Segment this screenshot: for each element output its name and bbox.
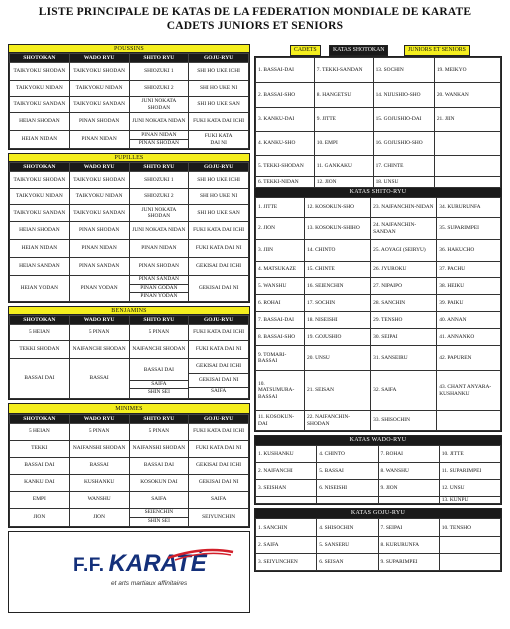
cell: PINAN SHODAN [129,258,189,276]
cell: 5. SANSERU [317,537,378,554]
table-row [10,358,249,398]
cell: TEKKI [10,440,70,457]
cell: 12. UNSU [439,480,500,497]
cell: 9. TOMARI-BASSAI [256,346,305,371]
cell: BASSAI DAI [129,457,189,474]
table-row [256,198,501,218]
cell: 9. SUPARIMPEI [378,554,439,571]
cell: 9. JION [378,480,439,497]
cell-line: SEIENCHIN [144,509,174,515]
col-header: SHOTOKAN [10,163,70,172]
cell: TAIKYOKU NIDAN [69,189,129,205]
cell: 17. CHINTE [373,156,434,177]
col-header: SHITO RYU [129,54,189,63]
table-row [256,177,501,188]
cell: 3. KANKU-DAI [256,108,315,132]
table-row [256,411,501,431]
cell [439,554,500,571]
kata-table [9,53,249,149]
cell [129,131,189,149]
cell-line: SHIN SEI [130,388,189,397]
section-title: PUPILLES [9,154,249,162]
cell: FUKI KATA DAI NI [189,440,249,457]
section-pupilles [8,153,250,303]
col-header: SHITO RYU [129,315,189,324]
table-row [256,329,501,346]
cell: HEIAN YODAN [10,276,70,302]
section-poussins [8,44,250,150]
cell: 5. TEKKI-SHODAN [256,156,315,177]
table-row [10,81,249,97]
cell: 19. GOJUSHIO [305,329,371,346]
kata-table [9,315,249,399]
cell: JUNI NOKATA SHODAN [129,205,189,222]
table-row [256,519,501,537]
cell: HEIAN SHODAN [10,222,70,240]
table-row [10,113,249,131]
table-row [10,131,249,149]
cell: 10. MATSUMURA-BASSAI [256,371,305,411]
logo-ff: F.F. [73,554,105,576]
col-header: WADO RYU [69,414,129,423]
cell: SAIFA [129,491,189,508]
cell: GEKISAI DAI NI [189,474,249,491]
col-header: SHOTOKAN [10,315,70,324]
col-header: WADO RYU [69,54,129,63]
cell: 14. NIJUSHIO-SHO [373,83,434,108]
cell: SHIOZUKI 2 [129,81,189,97]
cell: 7. ROHAI [378,446,439,463]
cell: BASSAI [69,457,129,474]
cell: 5 PINAN [69,324,129,340]
cell: 3. SEISHAN [256,480,317,497]
col-header: SHOTOKAN [10,54,70,63]
cell [317,497,378,504]
cell: TAIKYOKU SANDAN [10,97,70,113]
cell-line: PINAN YODAN [130,292,189,301]
section-minimes [8,403,250,528]
cell: 4. CHINTO [317,446,378,463]
cell: 2. NAIFANCHI [256,463,317,480]
cell: 16. SEIENCHIN [305,278,371,295]
cell: 43. CHANT ANYARA-KUSHANKU [437,371,501,411]
logo-subtitle: et arts martiaux affinitaires [111,579,188,587]
cell: JION [10,508,70,526]
cell: PINAN YODAN [69,276,129,302]
cell: NAIFANSHI SHODAN [69,440,129,457]
cell-line: FUKI KATA [204,133,233,140]
cell: BASSAI DAI [10,358,70,398]
table-row [10,240,249,258]
cell: 15. GOJUSHIO-DAI [373,108,434,132]
table-row [256,480,501,497]
badge-juniors-seniors: JUNIORS ET SENIORS [404,45,470,56]
table-row [10,474,249,491]
cell: 7. BASSAI-DAI [256,312,305,329]
cell [434,132,500,156]
section-benjamins [8,306,250,400]
cell-line: PINAN SANDAN [138,276,180,282]
cell: 38. HEIKU [437,278,501,295]
cell: 33. SHISOCHIN [371,411,437,431]
cell: HEIAN SHODAN [10,113,70,131]
table-row [256,371,501,411]
cell: FUKI KATA DAI NI [189,340,249,358]
cell: TEKKI SHODAN [10,340,70,358]
cell: 32. SAIFA [371,371,437,411]
cell: PINAN SHODAN [69,113,129,131]
cell: 12. JION [314,177,373,188]
cell: 37. PACHU [437,262,501,278]
col-header: WADO RYU [69,163,129,172]
cell: 8. BASSAI-SHO [256,329,305,346]
cell: 1. JITTE [256,198,305,218]
cell: SHI HO UKE NI [189,81,249,97]
cell [129,508,189,526]
goju-block [254,508,502,572]
cell [256,497,317,504]
cell: 21. JIIN [434,108,500,132]
table-row [10,258,249,276]
badge-cadets: CADETS [290,45,321,56]
cell: 39. PAIKU [437,295,501,312]
cell: 5 PINAN [69,423,129,440]
table-row [10,340,249,358]
cell: 10. TENSHO [439,519,500,537]
left-column [8,44,250,613]
cell: SHI HO UKE NI [189,189,249,205]
cell: 27. NIPAIPO [371,278,437,295]
ffk-logo [73,549,207,587]
cell-line: PINAN SHODAN [130,139,189,148]
cell [437,411,501,431]
cell: 2. SAIFA [256,537,317,554]
cell: SHIOZUKI 1 [129,172,189,189]
cell: 15. CHINTE [305,262,371,278]
cell: NAIFANCHI SHODAN [129,340,189,358]
cell: TAIKYOKU SHODAN [10,63,70,81]
cell: SHI HO UKE SAN [189,97,249,113]
cell: 3. JIIN [256,240,305,262]
cell: KANKU DAI [10,474,70,491]
cell: 20. WANKAN [434,83,500,108]
cell: 1. SANCHIN [256,519,317,537]
table-row [256,58,501,83]
section-title: POUSSINS [9,45,249,53]
cell: JUNI NOKATA NIDAN [129,113,189,131]
cell: TAIKYOKU NIDAN [69,81,129,97]
col-header: WADO RYU [69,315,129,324]
wado-title: KATAS WADO-RYU [255,436,501,445]
kata-table [9,162,249,302]
cell: 36. HAKUCHO [437,240,501,262]
col-header: GOJU-RYU [189,315,249,324]
cell: JUNI NOKATA SHODAN [129,97,189,113]
badge-katas-shotokan: KATAS SHOTOKAN [329,45,388,56]
table-row [10,97,249,113]
cell-line: SHIN SEI [130,517,189,526]
cell: KUSHANKU [69,474,129,491]
cell: TAIKYOKU SHODAN [10,172,70,189]
kata-table [255,197,501,431]
table-row [10,508,249,526]
right-column [254,44,502,572]
section-title: BENJAMINS [9,307,249,315]
table-row [10,491,249,508]
table-row [10,276,249,302]
cell: 34. KURURUNFA [437,198,501,218]
kata-table [255,518,501,571]
cell: 14. CHINTO [305,240,371,262]
cell: 41. ANNANKO [437,329,501,346]
table-row [10,189,249,205]
cell: 4. SHISOCHIN [317,519,378,537]
cell: 11. KOSOKUN-DAI [256,411,305,431]
table-row [256,156,501,177]
col-header: GOJU-RYU [189,54,249,63]
cell: FUKI KATA DAI ICHI [189,222,249,240]
cell-line: SAIFA [189,387,248,396]
table-row [256,218,501,240]
cell: GEKISAI DAI ICHI [189,258,249,276]
cell: NAIFANSHI SHODAN [129,440,189,457]
cell: 16. GOJUSHIO-SHO [373,132,434,156]
cell: FUKI KATA DAI ICHI [189,113,249,131]
cell: 6. TEKKI-NIDAN [256,177,315,188]
cell: PINAN SHODAN [69,222,129,240]
cell: EMPI [10,491,70,508]
table-row [256,83,501,108]
table-row [256,463,501,480]
cell: 1. BASSAI-DAI [256,58,315,83]
cell: 17. SOCHIN [305,295,371,312]
cell [129,276,189,302]
cell [189,358,249,398]
cell: 5 PINAN [129,324,189,340]
cell: 42. PAPUREN [437,346,501,371]
cell: 29. TENSHO [371,312,437,329]
shito-title: KATAS SHITO-RYU [255,188,501,197]
logo-box [8,531,250,613]
cell: 13. SOCHIN [373,58,434,83]
cell: HEIAN NIDAN [10,240,70,258]
cell: 4. MATSUKAZE [256,262,305,278]
cell: WANSHU [69,491,129,508]
cell [434,156,500,177]
cell: TAIKYOKU NIDAN [10,189,70,205]
cell: 40. ANNAN [437,312,501,329]
cell: 8. KURURUNFA [378,537,439,554]
table-row [256,537,501,554]
cell: 23. NAIFANCHIN-NIDAN [371,198,437,218]
cell: 2. JION [256,218,305,240]
table-row [10,423,249,440]
cell: JION [69,508,129,526]
cell-line: GEKISAI DAI ICHI [196,363,242,370]
cell: 9. JITTE [314,108,373,132]
table-row [256,446,501,463]
cell: TAIKYOKU SANDAN [69,205,129,222]
cell: SEIYUNCHIN [189,508,249,526]
cell: 26. JYUROKU [371,262,437,278]
cell-line: BASSAI DAI [143,366,174,373]
cell: 6. ROHAI [256,295,305,312]
table-row [256,312,501,329]
cell: 18. UNSU [373,177,434,188]
wado-block [254,435,502,505]
cell: TAIKYOKU SANDAN [10,205,70,222]
table-row [10,324,249,340]
cell: HEIAN SANDAN [10,258,70,276]
cell: BASSAI [69,358,129,398]
table-row [256,346,501,371]
kata-table [255,57,501,188]
table-row [256,240,501,262]
goju-title: KATAS GOJU-RYU [255,509,501,518]
cell: 3. SEIYUNCHEN [256,554,317,571]
cell-line: PINAN NIDAN [141,131,177,138]
table-row [256,554,501,571]
cell: 13. KUNPU [439,497,500,504]
cell: KOSOKUN DAI [129,474,189,491]
cell: 19. MEIKYO [434,58,500,83]
cell: 7. SEIPAI [378,519,439,537]
cell: GEKISAI DAI ICHI [189,457,249,474]
cell: BASSAI DAI [10,457,70,474]
cell: SAIFA [189,491,249,508]
cell: TAIKYOKU SHODAN [69,172,129,189]
cell: GEKISAI DAI NI [189,276,249,302]
cell: 22. NAIFANCHIN-SHODAN [305,411,371,431]
kata-table [255,445,501,504]
cell: 11. GANKAKU [314,156,373,177]
section-title: MINIMES [9,404,249,414]
cell: 5 PINAN [129,423,189,440]
table-row [10,222,249,240]
cell: PINAN NIDAN [129,240,189,258]
kata-table [9,414,249,527]
table-row [256,278,501,295]
col-header: GOJU-RYU [189,163,249,172]
table-row [10,63,249,81]
cell: 11. SUPARIMPEI [439,463,500,480]
cell: 5. WANSHU [256,278,305,295]
cell: TAIKYOKU SHODAN [69,63,129,81]
cell: 7. TEKKI-SANDAN [314,58,373,83]
table-row [256,295,501,312]
cell: 5. BASSAI [317,463,378,480]
shotokan-block [254,56,502,432]
cell: 31. SANSEIRU [371,346,437,371]
table-row [256,262,501,278]
logo-karate: KARATÉ [108,549,207,577]
cell: HEIAN NIDAN [10,131,70,149]
cell: TAIKYOKU NIDAN [10,81,70,97]
logo-swoosh-icon [93,544,243,564]
cell: 20. UNSU [305,346,371,371]
cell [378,497,439,504]
cell: 21. SEISAN [305,371,371,411]
cell: SHI HO UKE SAN [189,205,249,222]
table-row [256,497,501,504]
cell: SHIOZUKI 2 [129,189,189,205]
cell: TAIKYOKU SANDAN [69,97,129,113]
cell: 12. KOSOKUN-SHO [305,198,371,218]
title-line-1: LISTE PRINCIPALE DE KATAS DE LA FEDERATION MONDIALE DE KARATE [38,6,472,18]
cell: 28. SANCHIN [371,295,437,312]
cell: 8. WANSHU [378,463,439,480]
cell: 35. SUPARIMPEI [437,218,501,240]
cell: 13. KOSOKUN-SHIHO [305,218,371,240]
cell: SHIOZUKI 1 [129,63,189,81]
cell: 25. AOYAGI (SEIRYU) [371,240,437,262]
cell-line: SAIFA [130,380,189,389]
cell: PINAN SANDAN [69,258,129,276]
col-header: SHITO RYU [129,163,189,172]
cell: PINAN NIDAN [69,240,129,258]
cell: 5 HEIAN [10,423,70,440]
col-header: SHOTOKAN [10,414,70,423]
cell: SHI HO UKE ICHI [189,172,249,189]
cell: SHI HO UKE ICHI [189,63,249,81]
cell: FUKI KATA DAI NI [189,240,249,258]
cell [439,537,500,554]
cell [189,131,249,149]
cell: 18. NISEISHI [305,312,371,329]
table-row [256,108,501,132]
table-row [10,440,249,457]
cell: 1. KUSHANKU [256,446,317,463]
cell: 10. JITTE [439,446,500,463]
cell: FUKI KATA DAI ICHI [189,324,249,340]
cell: 30. SEIPAI [371,329,437,346]
cell-line: DAI NI [210,139,227,146]
table-row [10,205,249,222]
title-line-2: CADETS JUNIORS ET SENIORS [166,20,344,32]
cell-line: GEKISAI DAI NI [189,373,248,387]
cell: 6. SEISAN [317,554,378,571]
page-title [0,5,510,33]
right-header [254,44,502,56]
cell: 6. NISEISHI [317,480,378,497]
cell: JUNI NOKATA NIDAN [129,222,189,240]
cell: 8. HANGETSU [314,83,373,108]
cell: 10. EMPI [314,132,373,156]
cell: FUKI KATA DAI ICHI [189,423,249,440]
cell-line: PINAN GODAN [130,284,189,293]
cell: PINAN NIDAN [69,131,129,149]
cell [129,358,189,398]
table-row [10,457,249,474]
table-row [256,132,501,156]
col-header: GOJU-RYU [189,414,249,423]
cell: NAIFANCHI SHODAN [69,340,129,358]
cell [434,177,500,188]
cell: 2. BASSAI-SHO [256,83,315,108]
cell: 4. KANKU-SHO [256,132,315,156]
col-header: SHITO RYU [129,414,189,423]
cell: 5 HEIAN [10,324,70,340]
cell: 24. NAIFANCHIN-SANDAN [371,218,437,240]
table-row [10,172,249,189]
